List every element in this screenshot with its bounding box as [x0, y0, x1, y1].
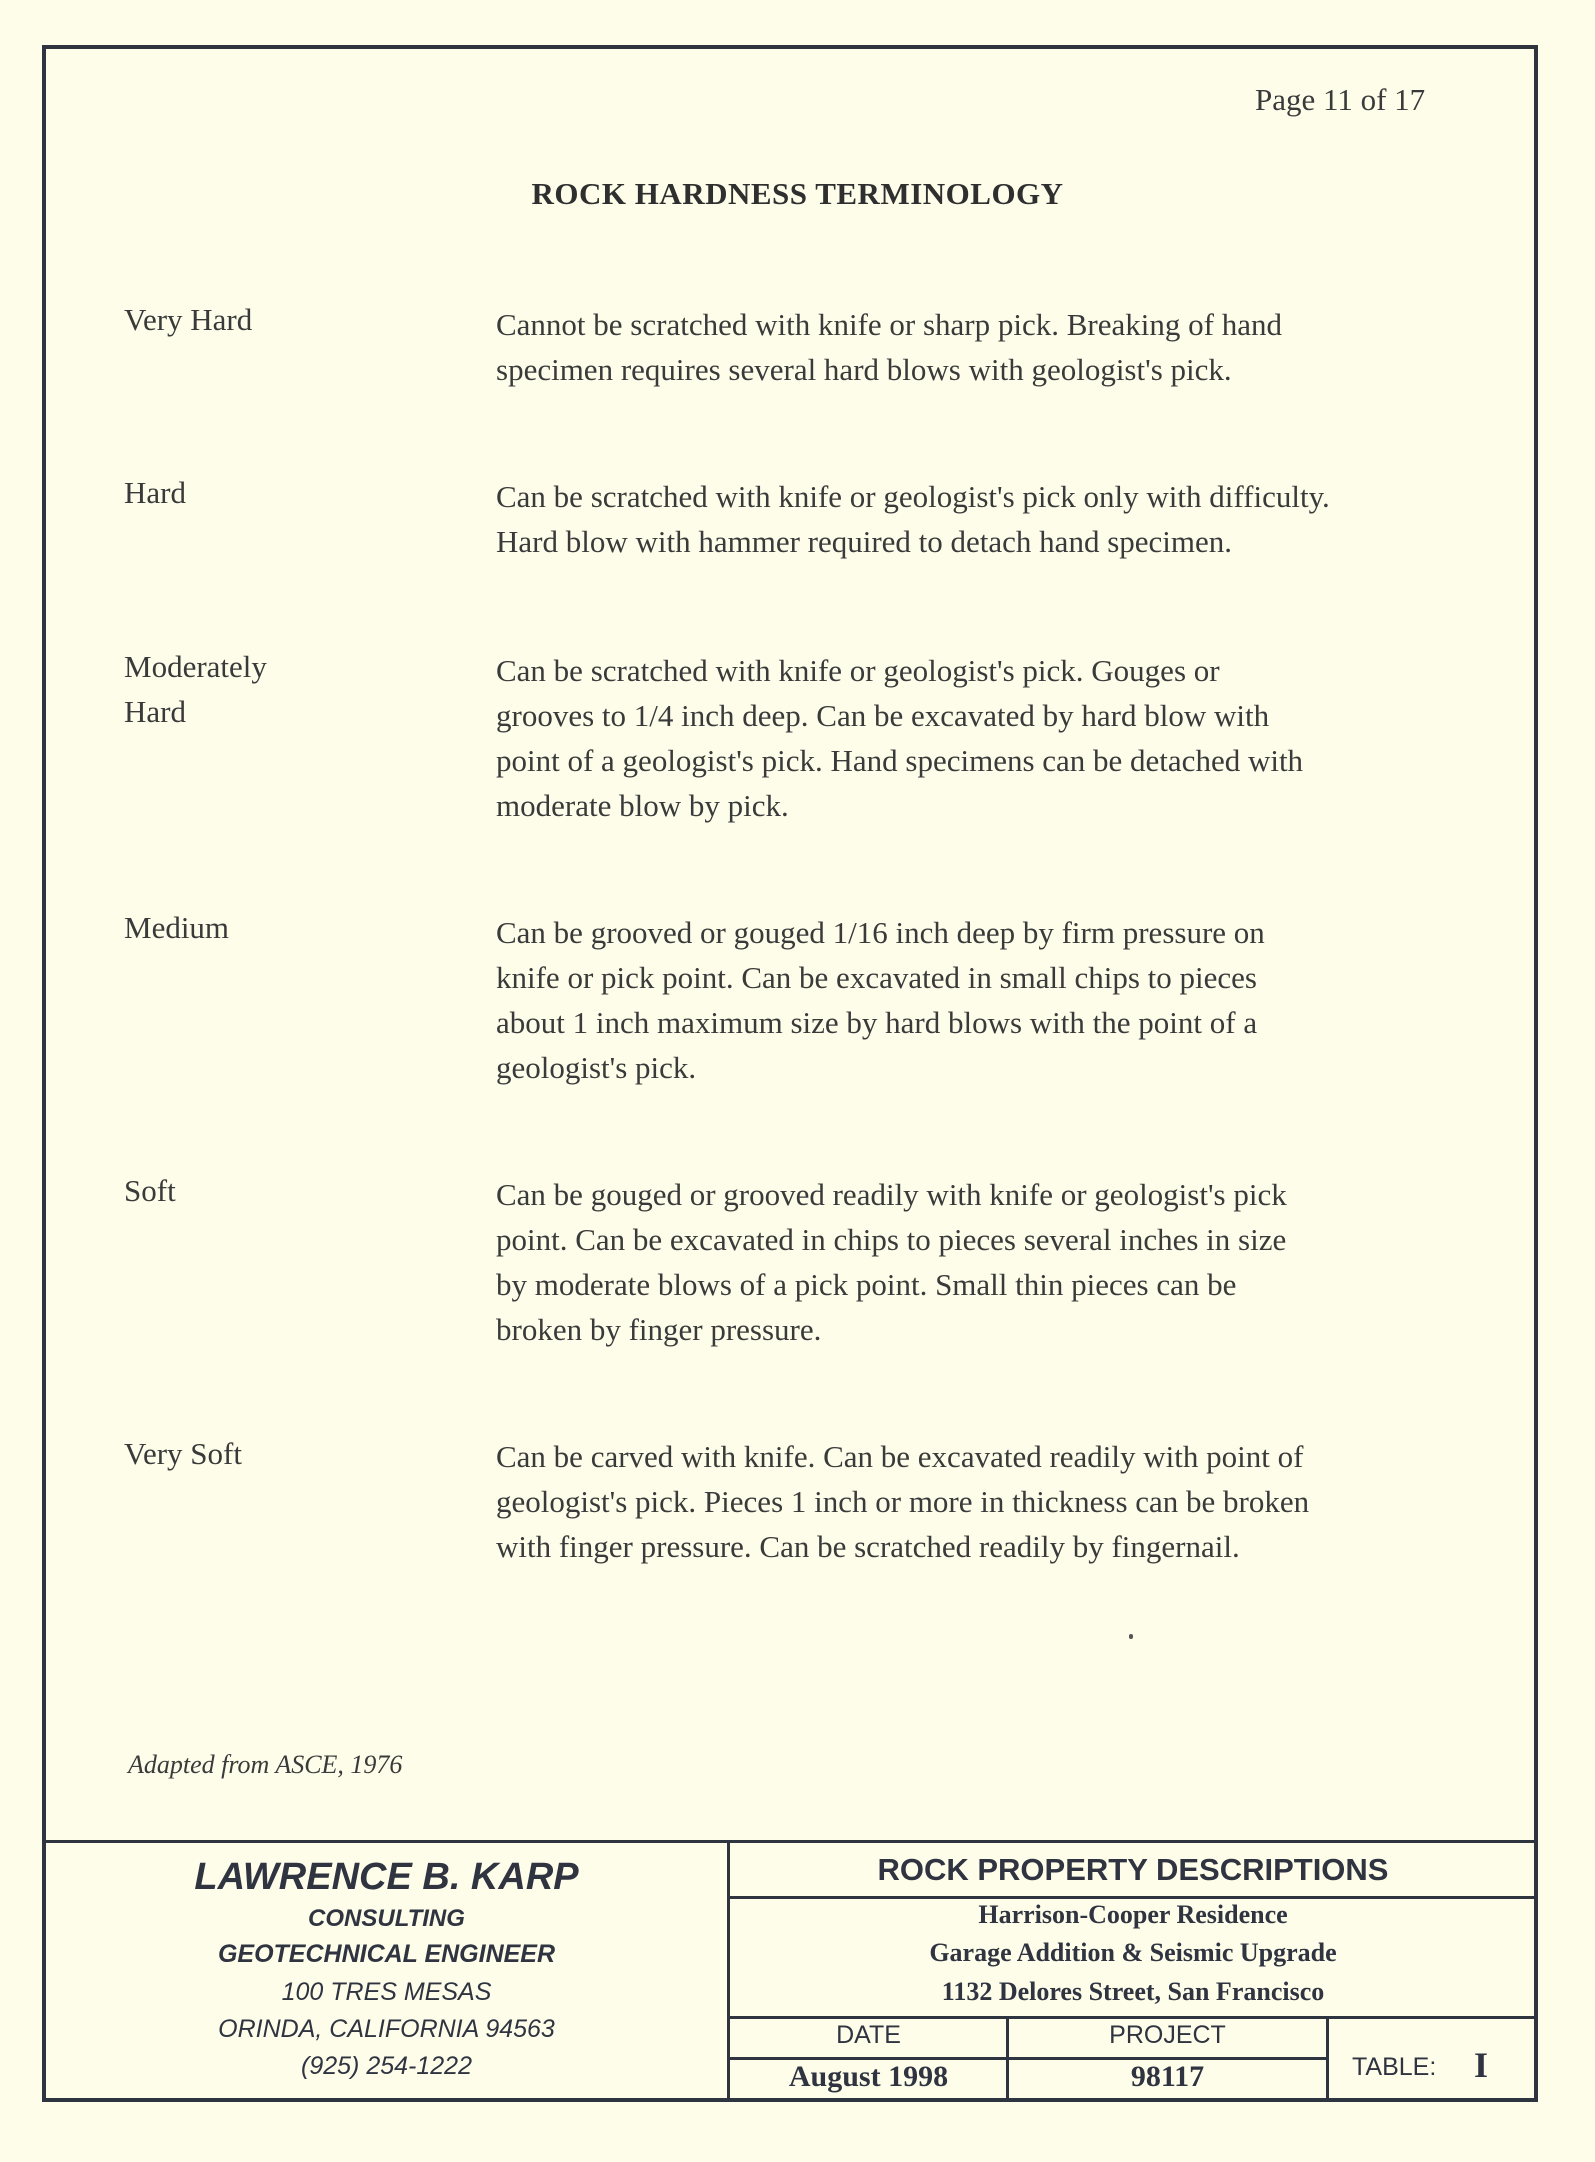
date-label: DATE [836, 2021, 901, 2049]
firm-address-street: 100 TRES MESAS [281, 1978, 492, 2006]
description-moderately-hard: Can be scratched with knife or geologist's pick. Gouges or grooves to 1/4 inch deep. Can be excavated by hard blow with point of a geologist's pick. Hand specimens can be detached with moderate blow by pick. [496, 653, 1304, 823]
firm-name: LAWRENCE B. KARP [194, 1856, 579, 1898]
firm-line-title: GEOTECHNICAL ENGINEER [217, 1940, 556, 1968]
description-medium: Can be grooved or gouged 1/16 inch deep by firm pressure on knife or pick point. Can be excavated in small chips to pieces about 1 inch maximum size by hard blows with the point of a geologist's pick. [496, 915, 1265, 1085]
project-address: 1132 Delores Street, San Francisco [941, 1977, 1325, 2006]
page-title: ROCK HARDNESS TERMINOLOGY [531, 176, 1064, 211]
project-number: 98117 [1130, 2060, 1205, 2093]
firm-phone: (925) 254-1222 [301, 2052, 472, 2080]
project-scope: Garage Addition & Seismic Upgrade [929, 1938, 1337, 1967]
project-label: PROJECT [1109, 2021, 1226, 2049]
term-very-soft: Very Soft [124, 1436, 242, 1471]
table-label: TABLE: [1352, 2053, 1437, 2081]
term-very-hard: Very Hard [124, 302, 253, 337]
firm-address-city: ORINDA, CALIFORNIA 94563 [218, 2015, 555, 2043]
table-number: I [1474, 2045, 1489, 2085]
date-value: August 1998 [788, 2060, 949, 2093]
title-block-top-rule [44, 1840, 1536, 1843]
page-number: Page 11 of 17 [1255, 82, 1426, 117]
firm-line-consulting: CONSULTING [308, 1905, 465, 1932]
description-very-soft: Can be carved with knife. Can be excavated readily with point of geologist's pick. Pieces 1 inch or more in thickness can be broken with finger pressure. Can be scratched readily by fingernail. [496, 1439, 1310, 1564]
description-soft: Can be gouged or grooved readily with knife or geologist's pick point. Can be excavated in chips to pieces several inches in size by moderate blows of a pick point. Small thin pieces can be broken by finger pressure. [496, 1177, 1287, 1347]
scan-speck [1129, 1634, 1133, 1639]
sheet-title-rule [729, 1896, 1536, 1899]
term-medium: Medium [124, 910, 230, 945]
description-very-hard: Cannot be scratched with knife or sharp pick. Breaking of hand specimen requires several hard blows with geologist's pick. [496, 307, 1282, 387]
term-moderately-hard: Moderately Hard [124, 649, 267, 729]
source-note: Adapted from ASCE, 1976 [128, 1750, 403, 1779]
project-rule [729, 2016, 1536, 2019]
description-hard: Can be scratched with knife or geologist's pick only with difficulty. Hard blow with hammer required to detach hand specimen. [496, 479, 1330, 559]
project-name: Harrison-Cooper Residence [978, 1900, 1288, 1929]
sheet-title: ROCK PROPERTY DESCRIPTIONS [877, 1852, 1389, 1887]
term-soft: Soft [124, 1173, 176, 1208]
term-hard: Hard [124, 475, 186, 510]
project-table-divider [1326, 2017, 1329, 2100]
